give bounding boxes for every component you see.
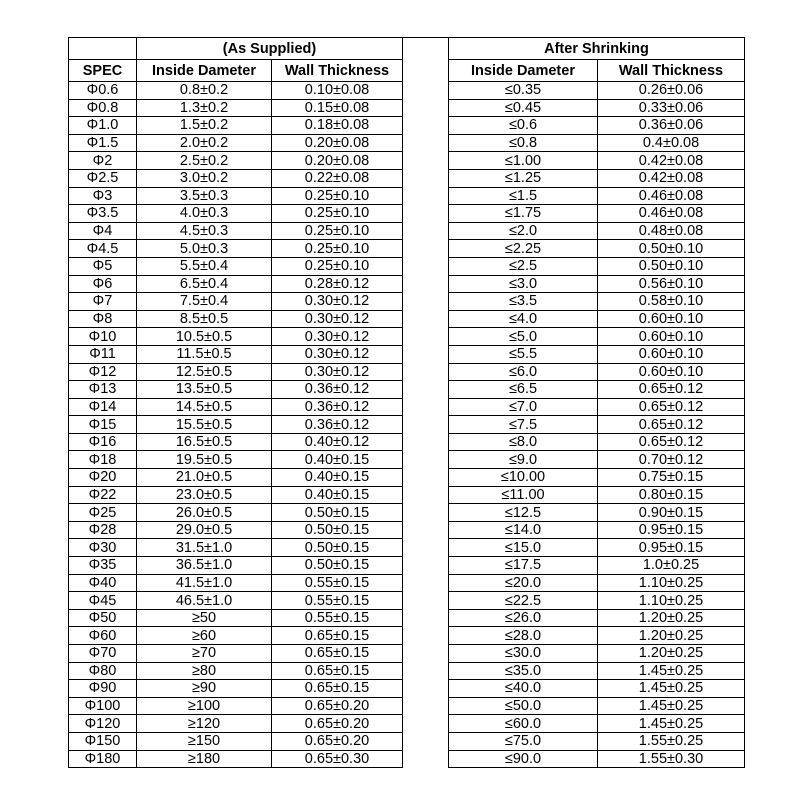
gap-cell bbox=[403, 732, 449, 750]
table-row bbox=[69, 117, 745, 135]
table-row bbox=[69, 504, 745, 522]
supplied-wall-thickness-cell: 0.30±0.12 bbox=[272, 310, 403, 328]
supplied-inside-diameter-cell: 5.0±0.3 bbox=[137, 240, 272, 258]
spec-header: SPEC bbox=[69, 60, 137, 82]
gap-cell bbox=[403, 750, 449, 768]
gap-cell bbox=[403, 240, 449, 258]
supplied-wall-thickness-cell: 0.25±0.10 bbox=[272, 257, 403, 275]
gap-cell bbox=[403, 557, 449, 575]
table-row bbox=[69, 521, 745, 539]
spec-cell: Φ1.0 bbox=[69, 117, 137, 135]
spec-cell: Φ4.5 bbox=[69, 240, 137, 258]
after-wall-thickness-cell: 1.45±0.25 bbox=[598, 715, 745, 733]
supplied-inside-diameter-cell: 10.5±0.5 bbox=[137, 328, 272, 346]
after-inside-diameter-cell: ≤1.25 bbox=[449, 169, 598, 187]
supplied-wall-thickness-cell: 0.65±0.15 bbox=[272, 645, 403, 663]
supplied-wall-thickness-cell: 0.65±0.15 bbox=[272, 680, 403, 698]
spec-cell: Φ80 bbox=[69, 662, 137, 680]
spec-cell: Φ90 bbox=[69, 680, 137, 698]
after-inside-diameter-cell: ≤2.0 bbox=[449, 222, 598, 240]
table-row bbox=[69, 169, 745, 187]
supplied-wall-thickness-cell: 0.28±0.12 bbox=[272, 275, 403, 293]
after-wall-thickness-cell: 1.20±0.25 bbox=[598, 627, 745, 645]
as-supplied-header: (As Supplied) bbox=[137, 38, 403, 60]
after-inside-diameter-cell: ≤0.8 bbox=[449, 134, 598, 152]
after-wall-thickness-cell: 0.90±0.15 bbox=[598, 504, 745, 522]
gap-cell bbox=[403, 381, 449, 399]
spec-cell: Φ45 bbox=[69, 592, 137, 610]
after-inside-diameter-cell: ≤11.00 bbox=[449, 486, 598, 504]
supplied-wall-thickness-cell: 0.55±0.15 bbox=[272, 574, 403, 592]
gap-cell bbox=[403, 205, 449, 223]
after-wall-thickness-cell: 0.75±0.15 bbox=[598, 469, 745, 487]
column-header-row bbox=[69, 60, 745, 82]
spec-table bbox=[68, 37, 745, 768]
table-row bbox=[69, 275, 745, 293]
after-wall-thickness-cell: 1.20±0.25 bbox=[598, 609, 745, 627]
after-inside-diameter-cell: ≤7.0 bbox=[449, 398, 598, 416]
spec-cell: Φ50 bbox=[69, 609, 137, 627]
after-wall-thickness-cell: 0.65±0.12 bbox=[598, 416, 745, 434]
after-wall-thickness-cell: 0.95±0.15 bbox=[598, 539, 745, 557]
gap-cell bbox=[403, 715, 449, 733]
supplied-inside-diameter-cell: 41.5±1.0 bbox=[137, 574, 272, 592]
spec-cell: Φ0.8 bbox=[69, 99, 137, 117]
table-row bbox=[69, 222, 745, 240]
supplied-inside-diameter-cell: 6.5±0.4 bbox=[137, 275, 272, 293]
table-row bbox=[69, 205, 745, 223]
spec-cell: Φ25 bbox=[69, 504, 137, 522]
table-row bbox=[69, 557, 745, 575]
supplied-wall-thickness-cell: 0.50±0.15 bbox=[272, 504, 403, 522]
spec-cell: Φ3 bbox=[69, 187, 137, 205]
after-inside-diameter-cell: ≤6.0 bbox=[449, 363, 598, 381]
after-wall-thickness-cell: 0.36±0.06 bbox=[598, 117, 745, 135]
supplied-inside-diameter-cell: 31.5±1.0 bbox=[137, 539, 272, 557]
after-inside-diameter-cell: ≤35.0 bbox=[449, 662, 598, 680]
supplied-inside-diameter-cell: 29.0±0.5 bbox=[137, 521, 272, 539]
after-wall-thickness-cell: 0.26±0.06 bbox=[598, 82, 745, 100]
table-row bbox=[69, 152, 745, 170]
spec-cell: Φ22 bbox=[69, 486, 137, 504]
table-row bbox=[69, 609, 745, 627]
gap-cell bbox=[403, 469, 449, 487]
table-row bbox=[69, 82, 745, 100]
supplied-wall-thickness-cell: 0.30±0.12 bbox=[272, 328, 403, 346]
table-body bbox=[69, 82, 745, 768]
after-wall-thickness-cell: 1.55±0.30 bbox=[598, 750, 745, 768]
table-row bbox=[69, 451, 745, 469]
after-inside-diameter-cell: ≤0.6 bbox=[449, 117, 598, 135]
supplied-wall-thickness-cell: 0.25±0.10 bbox=[272, 240, 403, 258]
spec-cell: Φ40 bbox=[69, 574, 137, 592]
table-row bbox=[69, 469, 745, 487]
after-inside-diameter-cell: ≤14.0 bbox=[449, 521, 598, 539]
supplied-wall-thickness-header: Wall Thickness bbox=[272, 60, 403, 82]
after-wall-thickness-cell: 0.70±0.12 bbox=[598, 451, 745, 469]
after-inside-diameter-cell: ≤28.0 bbox=[449, 627, 598, 645]
gap-cell bbox=[403, 187, 449, 205]
table-row bbox=[69, 345, 745, 363]
supplied-inside-diameter-cell: ≥100 bbox=[137, 697, 272, 715]
after-inside-diameter-cell: ≤8.0 bbox=[449, 433, 598, 451]
after-wall-thickness-cell: 0.65±0.12 bbox=[598, 433, 745, 451]
after-wall-thickness-cell: 0.50±0.10 bbox=[598, 240, 745, 258]
spec-cell: Φ10 bbox=[69, 328, 137, 346]
after-wall-thickness-cell: 0.46±0.08 bbox=[598, 187, 745, 205]
spec-cell: Φ35 bbox=[69, 557, 137, 575]
table-row bbox=[69, 416, 745, 434]
after-inside-diameter-cell: ≤10.00 bbox=[449, 469, 598, 487]
supplied-wall-thickness-cell: 0.10±0.08 bbox=[272, 82, 403, 100]
spec-cell: Φ14 bbox=[69, 398, 137, 416]
group-header-row bbox=[69, 38, 745, 60]
gap-cell bbox=[403, 416, 449, 434]
supplied-wall-thickness-cell: 0.40±0.15 bbox=[272, 451, 403, 469]
gap-cell bbox=[403, 521, 449, 539]
gap-cell bbox=[403, 433, 449, 451]
spec-cell: Φ16 bbox=[69, 433, 137, 451]
supplied-inside-diameter-cell: 3.0±0.2 bbox=[137, 169, 272, 187]
gap-cell bbox=[403, 222, 449, 240]
supplied-inside-diameter-cell: 13.5±0.5 bbox=[137, 381, 272, 399]
table-row bbox=[69, 310, 745, 328]
spec-cell: Φ18 bbox=[69, 451, 137, 469]
after-inside-diameter-cell: ≤1.5 bbox=[449, 187, 598, 205]
gap-cell bbox=[403, 486, 449, 504]
supplied-inside-diameter-cell: ≥60 bbox=[137, 627, 272, 645]
after-wall-thickness-cell: 0.50±0.10 bbox=[598, 257, 745, 275]
gap-cell bbox=[403, 645, 449, 663]
supplied-wall-thickness-cell: 0.25±0.10 bbox=[272, 222, 403, 240]
after-wall-thickness-cell: 0.60±0.10 bbox=[598, 345, 745, 363]
spec-cell: Φ150 bbox=[69, 732, 137, 750]
supplied-inside-diameter-cell: 12.5±0.5 bbox=[137, 363, 272, 381]
table-row bbox=[69, 627, 745, 645]
supplied-inside-diameter-cell: 1.5±0.2 bbox=[137, 117, 272, 135]
gap-cell bbox=[403, 697, 449, 715]
spec-cell: Φ3.5 bbox=[69, 205, 137, 223]
gap-cell bbox=[403, 662, 449, 680]
supplied-wall-thickness-cell: 0.25±0.10 bbox=[272, 187, 403, 205]
supplied-inside-diameter-cell: 23.0±0.5 bbox=[137, 486, 272, 504]
supplied-wall-thickness-cell: 0.50±0.15 bbox=[272, 521, 403, 539]
supplied-wall-thickness-cell: 0.36±0.12 bbox=[272, 381, 403, 399]
table-row bbox=[69, 750, 745, 768]
spec-cell: Φ30 bbox=[69, 539, 137, 557]
after-wall-thickness-cell: 1.55±0.25 bbox=[598, 732, 745, 750]
gap-cell bbox=[403, 310, 449, 328]
supplied-wall-thickness-cell: 0.65±0.20 bbox=[272, 715, 403, 733]
after-wall-thickness-cell: 0.65±0.12 bbox=[598, 398, 745, 416]
gap-cell bbox=[403, 451, 449, 469]
supplied-inside-diameter-cell: 19.5±0.5 bbox=[137, 451, 272, 469]
supplied-inside-diameter-cell: 46.5±1.0 bbox=[137, 592, 272, 610]
after-inside-diameter-cell: ≤1.75 bbox=[449, 205, 598, 223]
table-row bbox=[69, 645, 745, 663]
after-inside-diameter-cell: ≤1.00 bbox=[449, 152, 598, 170]
gap-cell bbox=[403, 627, 449, 645]
supplied-wall-thickness-cell: 0.20±0.08 bbox=[272, 152, 403, 170]
supplied-inside-diameter-cell: 21.0±0.5 bbox=[137, 469, 272, 487]
supplied-wall-thickness-cell: 0.50±0.15 bbox=[272, 539, 403, 557]
after-wall-thickness-cell: 0.65±0.12 bbox=[598, 381, 745, 399]
gap-header-cell bbox=[403, 60, 449, 82]
header-blank-cell bbox=[69, 38, 137, 60]
after-wall-thickness-cell: 1.45±0.25 bbox=[598, 680, 745, 698]
after-inside-diameter-cell: ≤4.0 bbox=[449, 310, 598, 328]
after-wall-thickness-cell: 0.56±0.10 bbox=[598, 275, 745, 293]
table-row bbox=[69, 293, 745, 311]
supplied-wall-thickness-cell: 0.65±0.20 bbox=[272, 697, 403, 715]
spec-cell: Φ2.5 bbox=[69, 169, 137, 187]
after-wall-thickness-cell: 0.60±0.10 bbox=[598, 310, 745, 328]
supplied-inside-diameter-cell: 36.5±1.0 bbox=[137, 557, 272, 575]
spec-cell: Φ20 bbox=[69, 469, 137, 487]
table-row bbox=[69, 328, 745, 346]
after-inside-diameter-cell: ≤9.0 bbox=[449, 451, 598, 469]
supplied-inside-diameter-cell: 11.5±0.5 bbox=[137, 345, 272, 363]
after-inside-diameter-cell: ≤0.35 bbox=[449, 82, 598, 100]
supplied-wall-thickness-cell: 0.65±0.20 bbox=[272, 732, 403, 750]
table-row bbox=[69, 381, 745, 399]
spec-cell: Φ15 bbox=[69, 416, 137, 434]
supplied-inside-diameter-cell: ≥50 bbox=[137, 609, 272, 627]
supplied-wall-thickness-cell: 0.65±0.15 bbox=[272, 662, 403, 680]
after-wall-thickness-cell: 0.33±0.06 bbox=[598, 99, 745, 117]
table-row bbox=[69, 99, 745, 117]
spec-cell: Φ7 bbox=[69, 293, 137, 311]
after-inside-diameter-cell: ≤2.5 bbox=[449, 257, 598, 275]
gap-cell bbox=[403, 609, 449, 627]
supplied-inside-diameter-cell: 4.5±0.3 bbox=[137, 222, 272, 240]
after-inside-diameter-cell: ≤0.45 bbox=[449, 99, 598, 117]
supplied-inside-diameter-cell: 14.5±0.5 bbox=[137, 398, 272, 416]
spec-cell: Φ0.6 bbox=[69, 82, 137, 100]
supplied-inside-diameter-cell: ≥80 bbox=[137, 662, 272, 680]
after-inside-diameter-cell: ≤90.0 bbox=[449, 750, 598, 768]
gap-header-cell bbox=[403, 38, 449, 60]
spec-cell: Φ100 bbox=[69, 697, 137, 715]
table-row bbox=[69, 486, 745, 504]
after-inside-diameter-cell: ≤60.0 bbox=[449, 715, 598, 733]
gap-cell bbox=[403, 82, 449, 100]
after-inside-diameter-cell: ≤5.0 bbox=[449, 328, 598, 346]
supplied-inside-diameter-cell: 4.0±0.3 bbox=[137, 205, 272, 223]
table-row bbox=[69, 398, 745, 416]
after-inside-diameter-cell: ≤2.25 bbox=[449, 240, 598, 258]
supplied-inside-diameter-cell: 1.3±0.2 bbox=[137, 99, 272, 117]
supplied-inside-diameter-cell: 16.5±0.5 bbox=[137, 433, 272, 451]
after-inside-diameter-cell: ≤50.0 bbox=[449, 697, 598, 715]
supplied-wall-thickness-cell: 0.50±0.15 bbox=[272, 557, 403, 575]
gap-cell bbox=[403, 328, 449, 346]
after-wall-thickness-cell: 0.60±0.10 bbox=[598, 328, 745, 346]
supplied-wall-thickness-cell: 0.40±0.12 bbox=[272, 433, 403, 451]
table-row bbox=[69, 574, 745, 592]
table-row bbox=[69, 363, 745, 381]
table-row bbox=[69, 680, 745, 698]
after-wall-thickness-cell: 1.45±0.25 bbox=[598, 662, 745, 680]
after-wall-thickness-cell: 0.42±0.08 bbox=[598, 169, 745, 187]
spec-cell: Φ5 bbox=[69, 257, 137, 275]
supplied-inside-diameter-cell: 8.5±0.5 bbox=[137, 310, 272, 328]
after-inside-diameter-cell: ≤15.0 bbox=[449, 539, 598, 557]
supplied-wall-thickness-cell: 0.40±0.15 bbox=[272, 486, 403, 504]
supplied-wall-thickness-cell: 0.65±0.15 bbox=[272, 627, 403, 645]
spec-cell: Φ4 bbox=[69, 222, 137, 240]
supplied-inside-diameter-header: Inside Dameter bbox=[137, 60, 272, 82]
supplied-wall-thickness-cell: 0.30±0.12 bbox=[272, 345, 403, 363]
supplied-inside-diameter-cell: ≥150 bbox=[137, 732, 272, 750]
after-wall-thickness-cell: 1.10±0.25 bbox=[598, 592, 745, 610]
after-inside-diameter-cell: ≤75.0 bbox=[449, 732, 598, 750]
spec-cell: Φ1.5 bbox=[69, 134, 137, 152]
gap-cell bbox=[403, 680, 449, 698]
after-wall-thickness-cell: 1.10±0.25 bbox=[598, 574, 745, 592]
supplied-inside-diameter-cell: 2.0±0.2 bbox=[137, 134, 272, 152]
after-inside-diameter-cell: ≤22.5 bbox=[449, 592, 598, 610]
gap-cell bbox=[403, 504, 449, 522]
after-wall-thickness-cell: 0.80±0.15 bbox=[598, 486, 745, 504]
spec-cell: Φ120 bbox=[69, 715, 137, 733]
after-wall-thickness-header: Wall Thickness bbox=[598, 60, 745, 82]
gap-cell bbox=[403, 275, 449, 293]
supplied-inside-diameter-cell: 3.5±0.3 bbox=[137, 187, 272, 205]
after-inside-diameter-cell: ≤3.5 bbox=[449, 293, 598, 311]
supplied-wall-thickness-cell: 0.25±0.10 bbox=[272, 205, 403, 223]
after-shrinking-header: After Shrinking bbox=[449, 38, 745, 60]
after-inside-diameter-cell: ≤5.5 bbox=[449, 345, 598, 363]
table-row bbox=[69, 697, 745, 715]
supplied-wall-thickness-cell: 0.18±0.08 bbox=[272, 117, 403, 135]
supplied-wall-thickness-cell: 0.22±0.08 bbox=[272, 169, 403, 187]
spec-cell: Φ70 bbox=[69, 645, 137, 663]
gap-cell bbox=[403, 99, 449, 117]
table-row bbox=[69, 240, 745, 258]
supplied-inside-diameter-cell: 7.5±0.4 bbox=[137, 293, 272, 311]
after-inside-diameter-cell: ≤20.0 bbox=[449, 574, 598, 592]
gap-cell bbox=[403, 574, 449, 592]
supplied-wall-thickness-cell: 0.36±0.12 bbox=[272, 416, 403, 434]
after-inside-diameter-cell: ≤26.0 bbox=[449, 609, 598, 627]
table-row bbox=[69, 134, 745, 152]
supplied-inside-diameter-cell: ≥90 bbox=[137, 680, 272, 698]
after-wall-thickness-cell: 0.48±0.08 bbox=[598, 222, 745, 240]
after-wall-thickness-cell: 0.46±0.08 bbox=[598, 205, 745, 223]
spec-cell: Φ2 bbox=[69, 152, 137, 170]
supplied-inside-diameter-cell: 26.0±0.5 bbox=[137, 504, 272, 522]
supplied-inside-diameter-cell: 5.5±0.4 bbox=[137, 257, 272, 275]
supplied-wall-thickness-cell: 0.36±0.12 bbox=[272, 398, 403, 416]
after-wall-thickness-cell: 1.45±0.25 bbox=[598, 697, 745, 715]
supplied-wall-thickness-cell: 0.40±0.15 bbox=[272, 469, 403, 487]
spec-cell: Φ11 bbox=[69, 345, 137, 363]
spec-cell: Φ28 bbox=[69, 521, 137, 539]
supplied-inside-diameter-cell: ≥120 bbox=[137, 715, 272, 733]
supplied-inside-diameter-cell: 0.8±0.2 bbox=[137, 82, 272, 100]
gap-cell bbox=[403, 345, 449, 363]
after-wall-thickness-cell: 1.20±0.25 bbox=[598, 645, 745, 663]
spec-cell: Φ13 bbox=[69, 381, 137, 399]
supplied-wall-thickness-cell: 0.65±0.30 bbox=[272, 750, 403, 768]
after-inside-diameter-cell: ≤6.5 bbox=[449, 381, 598, 399]
table-row bbox=[69, 257, 745, 275]
after-inside-diameter-cell: ≤40.0 bbox=[449, 680, 598, 698]
after-wall-thickness-cell: 0.58±0.10 bbox=[598, 293, 745, 311]
supplied-inside-diameter-cell: ≥70 bbox=[137, 645, 272, 663]
supplied-wall-thickness-cell: 0.20±0.08 bbox=[272, 134, 403, 152]
gap-cell bbox=[403, 592, 449, 610]
gap-cell bbox=[403, 134, 449, 152]
supplied-wall-thickness-cell: 0.15±0.08 bbox=[272, 99, 403, 117]
after-wall-thickness-cell: 0.95±0.15 bbox=[598, 521, 745, 539]
gap-cell bbox=[403, 293, 449, 311]
spec-cell: Φ180 bbox=[69, 750, 137, 768]
after-inside-diameter-cell: ≤3.0 bbox=[449, 275, 598, 293]
gap-cell bbox=[403, 169, 449, 187]
spec-cell: Φ60 bbox=[69, 627, 137, 645]
spec-cell: Φ12 bbox=[69, 363, 137, 381]
supplied-inside-diameter-cell: 2.5±0.2 bbox=[137, 152, 272, 170]
gap-cell bbox=[403, 363, 449, 381]
table-row bbox=[69, 592, 745, 610]
gap-cell bbox=[403, 152, 449, 170]
table-row bbox=[69, 662, 745, 680]
supplied-wall-thickness-cell: 0.55±0.15 bbox=[272, 609, 403, 627]
supplied-inside-diameter-cell: ≥180 bbox=[137, 750, 272, 768]
after-wall-thickness-cell: 0.4±0.08 bbox=[598, 134, 745, 152]
supplied-wall-thickness-cell: 0.55±0.15 bbox=[272, 592, 403, 610]
gap-cell bbox=[403, 257, 449, 275]
after-wall-thickness-cell: 1.0±0.25 bbox=[598, 557, 745, 575]
after-wall-thickness-cell: 0.42±0.08 bbox=[598, 152, 745, 170]
gap-cell bbox=[403, 398, 449, 416]
after-inside-diameter-cell: ≤7.5 bbox=[449, 416, 598, 434]
spec-cell: Φ8 bbox=[69, 310, 137, 328]
supplied-wall-thickness-cell: 0.30±0.12 bbox=[272, 363, 403, 381]
after-inside-diameter-cell: ≤12.5 bbox=[449, 504, 598, 522]
table-row bbox=[69, 187, 745, 205]
spec-cell: Φ6 bbox=[69, 275, 137, 293]
table-row bbox=[69, 715, 745, 733]
after-inside-diameter-header: Inside Dameter bbox=[449, 60, 598, 82]
supplied-inside-diameter-cell: 15.5±0.5 bbox=[137, 416, 272, 434]
table-row bbox=[69, 433, 745, 451]
after-inside-diameter-cell: ≤17.5 bbox=[449, 557, 598, 575]
table-row bbox=[69, 732, 745, 750]
after-wall-thickness-cell: 0.60±0.10 bbox=[598, 363, 745, 381]
table-row bbox=[69, 539, 745, 557]
gap-cell bbox=[403, 539, 449, 557]
supplied-wall-thickness-cell: 0.30±0.12 bbox=[272, 293, 403, 311]
after-inside-diameter-cell: ≤30.0 bbox=[449, 645, 598, 663]
gap-cell bbox=[403, 117, 449, 135]
